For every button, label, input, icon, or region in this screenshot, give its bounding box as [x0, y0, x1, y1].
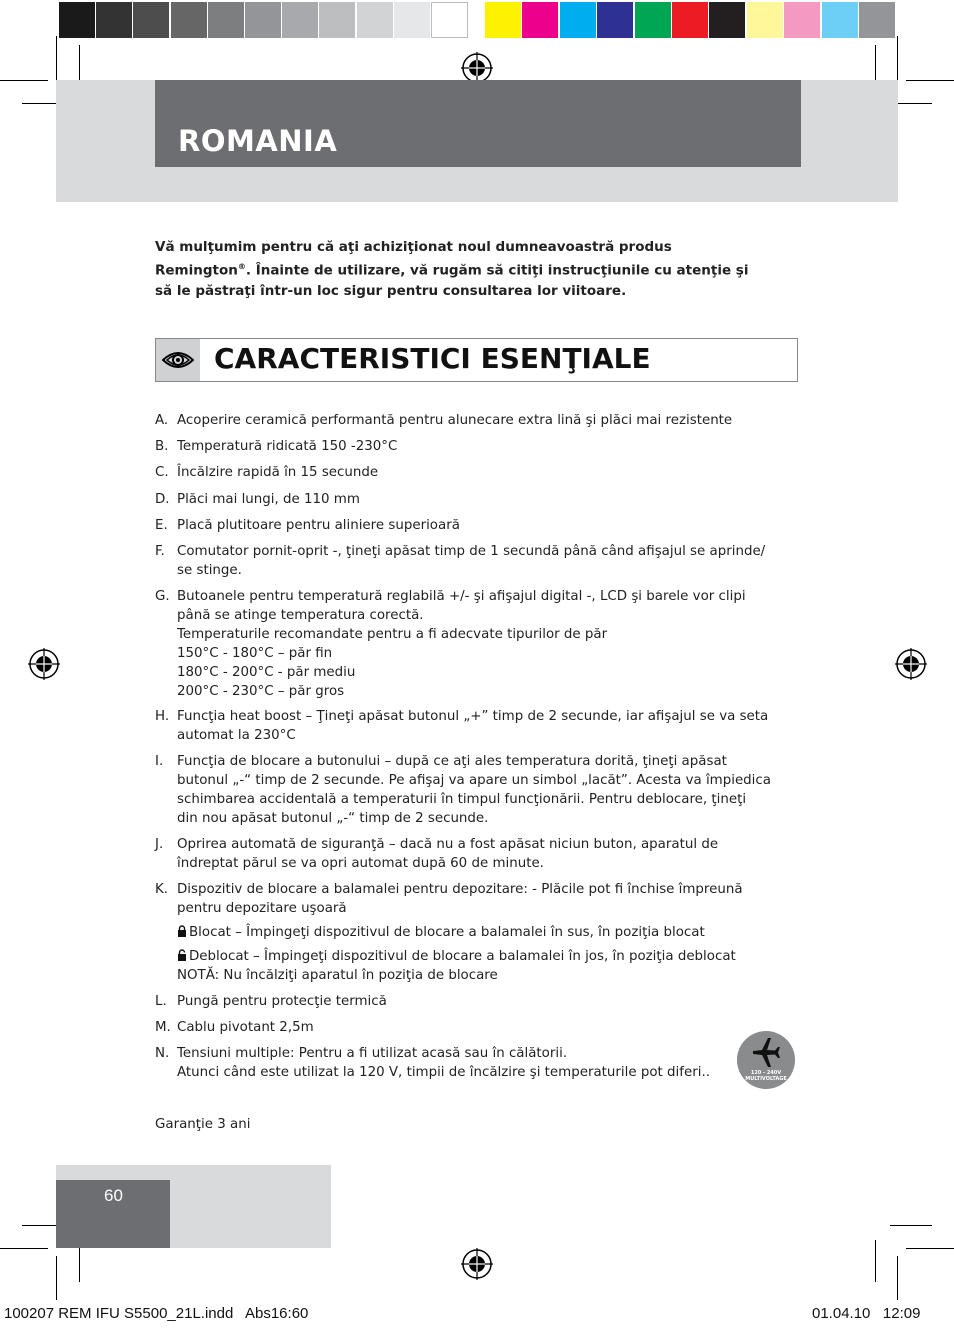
feature-line: Încălzire rapidă în 15 secunde — [177, 465, 379, 480]
feature-line: pentru depozitare uşoară — [177, 901, 347, 916]
feature-line: 200°C - 230°C – păr gros — [177, 684, 345, 699]
intro-line-2a: Remington — [155, 262, 238, 279]
locked-text: Blocat – Împingeţi dispozitivul de blocare a balamalei în sus, în poziţia blocat — [189, 925, 705, 940]
gray-swatch — [245, 2, 282, 38]
color-swatch — [747, 2, 784, 38]
slug-file-info: 100207 REM IFU S5500_21L.indd Abs16:60 — [4, 1305, 309, 1322]
feature-line: Funcţia de blocare a butonului – după ce aţi ales temperatura dorită, ţineţi apăsat — [177, 754, 727, 769]
feature-item — [155, 707, 785, 745]
feature-item — [155, 1018, 785, 1037]
badge-label: MULTIVOLTAGE — [745, 1076, 787, 1082]
feature-text — [177, 542, 785, 580]
gray-swatch — [394, 2, 431, 38]
feature-text — [177, 992, 785, 1011]
feature-letter: D. — [155, 492, 170, 507]
gray-swatch — [208, 2, 245, 38]
feature-line: Funcţia heat boost – Ţineţi apăsat butonul „+” timp de 2 secunde, iar afişajul se va seta — [177, 709, 769, 724]
feature-letter: J. — [155, 837, 164, 852]
page-number: 60 — [104, 1186, 123, 1205]
feature-letter: C. — [155, 465, 169, 480]
feature-line: îndreptat părul se va opri automat după 60 de minute. — [177, 856, 544, 871]
feature-text — [177, 490, 785, 509]
color-swatch — [560, 2, 597, 38]
gray-swatch — [357, 2, 394, 38]
feature-item — [155, 835, 785, 873]
feature-item — [155, 880, 785, 985]
lock-locked-line — [177, 923, 785, 942]
feature-letter: L. — [155, 994, 167, 1009]
feature-letter: G. — [155, 589, 170, 604]
feature-item — [155, 542, 785, 580]
feature-line: schimbarea accidentală a temperaturii în timpul funcţionării. Pentru deblocare, ţineţi — [177, 792, 747, 807]
color-swatch — [597, 2, 634, 38]
lock-unlocked-line — [177, 947, 785, 966]
intro-line-1: Vă mulţumim pentru că aţi achiziţionat noul dumneavoastră produs — [155, 239, 672, 255]
multivoltage-badge — [737, 1031, 795, 1089]
feature-letter: A. — [155, 413, 169, 428]
feature-line: Pungă pentru protecţie termică — [177, 994, 387, 1009]
feature-letter: E. — [155, 518, 168, 533]
color-swatch — [485, 2, 522, 38]
feature-text — [177, 752, 785, 828]
feature-item — [155, 411, 785, 430]
eye-icon — [162, 348, 194, 372]
intro-line-3: să le păstraţi într-un loc sigur pentru consultarea lor viitoare. — [155, 282, 627, 299]
section-title: CARACTERISTICI ESENŢIALE — [214, 342, 651, 375]
feature-item — [155, 516, 785, 535]
feature-item — [155, 490, 785, 509]
feature-text — [177, 835, 785, 873]
page-title: ROMANIA — [178, 124, 338, 158]
feature-item — [155, 463, 785, 482]
color-swatch — [635, 2, 672, 38]
gray-swatch — [431, 2, 468, 38]
feature-item — [155, 587, 785, 701]
feature-line: Comutator pornit-oprit -, ţineţi apăsat timp de 1 secundă până când afişajul se aprinde/ — [177, 544, 766, 559]
feature-line: automat la 230°C — [177, 728, 296, 743]
intro-line-2b: . Înainte de utilizare, vă rugăm să citiţi instrucţiunile cu atenţie şi — [245, 262, 749, 279]
feature-item — [155, 752, 785, 828]
feature-text — [177, 463, 785, 482]
feature-line: Temperatură ridicată 150 -230°C — [177, 439, 398, 454]
feature-letter: K. — [155, 882, 169, 897]
unlocked-text: Deblocat – Împingeţi dispozitivul de blocare a balamalei în jos, în poziţia deblocat — [189, 949, 736, 964]
gray-swatch — [133, 2, 170, 38]
color-swatch — [822, 2, 859, 38]
feature-text — [177, 411, 785, 430]
feature-item — [155, 437, 785, 456]
feature-item — [155, 1044, 785, 1082]
feature-line: Cablu pivotant 2,5m — [177, 1020, 314, 1035]
feature-line: Atunci când este utilizat la 120 V, timpii de încălzire şi temperaturile pot diferi.. — [177, 1065, 710, 1080]
lock-note-line: NOTĂ: Nu încălziţi aparatul în poziţia de blocare — [177, 968, 498, 983]
feature-line: până se atinge temperatura corectă. — [177, 608, 424, 623]
feature-letter: B. — [155, 439, 169, 454]
unlock-icon — [177, 949, 187, 961]
slug-date-time: 01.04.10 12:09 — [812, 1305, 921, 1322]
feature-letter: N. — [155, 1046, 170, 1061]
feature-line: se stinge. — [177, 563, 242, 578]
feature-text — [177, 880, 785, 985]
gray-swatch — [96, 2, 133, 38]
feature-line: Plăci mai lungi, de 110 mm — [177, 492, 360, 507]
feature-text — [177, 707, 785, 745]
color-swatch — [709, 2, 746, 38]
feature-line: Dispozitiv de blocare a balamalei pentru depozitare: - Plăcile pot fi închise împreună — [177, 882, 743, 897]
feature-line: 180°C - 200°C - păr mediu — [177, 665, 356, 680]
feature-text — [177, 1044, 785, 1082]
badge-voltage: 120 - 240V — [750, 1070, 782, 1076]
feature-line: Temperaturile recomandate pentru a fi adecvate tipurilor de păr — [177, 627, 608, 642]
registration-mark-bottom-icon — [461, 1248, 493, 1280]
color-swatch — [859, 2, 896, 38]
feature-letter: M. — [155, 1020, 171, 1035]
feature-item — [155, 992, 785, 1011]
lock-icon — [177, 925, 187, 937]
color-swatch — [784, 2, 821, 38]
feature-letter: I. — [155, 754, 164, 769]
feature-line: 150°C - 180°C – păr fin — [177, 646, 333, 661]
intro-paragraph — [155, 237, 795, 301]
gray-swatch — [319, 2, 356, 38]
feature-line: Tensiuni multiple: Pentru a fi utilizat acasă sau în călătorii. — [177, 1046, 568, 1061]
feature-line: Oprirea automată de siguranţă – dacă nu a fost apăsat niciun buton, aparatul de — [177, 837, 719, 852]
airplane-icon — [749, 1038, 783, 1068]
feature-text — [177, 516, 785, 535]
feature-text — [177, 587, 785, 701]
feature-line: din nou apăsat butonul „-“ timp de 2 secunde. — [177, 811, 489, 826]
feature-line: Butoanele pentru temperatură reglabilă +/- şi afişajul digital -, LCD şi barele vor clipi — [177, 589, 746, 604]
gray-swatch — [59, 2, 96, 38]
gray-swatch — [171, 2, 208, 38]
feature-line: Placă plutitoare pentru aliniere superioară — [177, 518, 460, 533]
color-swatch — [672, 2, 709, 38]
registration-mark-left-icon — [28, 648, 60, 680]
registration-mark-right-icon — [895, 648, 927, 680]
gray-swatch — [282, 2, 319, 38]
feature-letter: F. — [155, 544, 165, 559]
feature-text — [177, 1018, 785, 1037]
color-swatch — [522, 2, 559, 38]
section-icon-cell — [156, 339, 200, 381]
feature-line: butonul „-“ timp de 2 secunde. Pe afişaj va apare un simbol „lacăt”. Acesta va împiedica — [177, 773, 771, 788]
feature-letter: H. — [155, 709, 170, 724]
feature-text — [177, 437, 785, 456]
registered-mark: ® — [237, 262, 246, 271]
feature-line: Acoperire ceramică performantă pentru alunecare extra lină şi plăci mai rezistente — [177, 413, 733, 428]
warranty-text: Garanţie 3 ani — [155, 1117, 251, 1132]
